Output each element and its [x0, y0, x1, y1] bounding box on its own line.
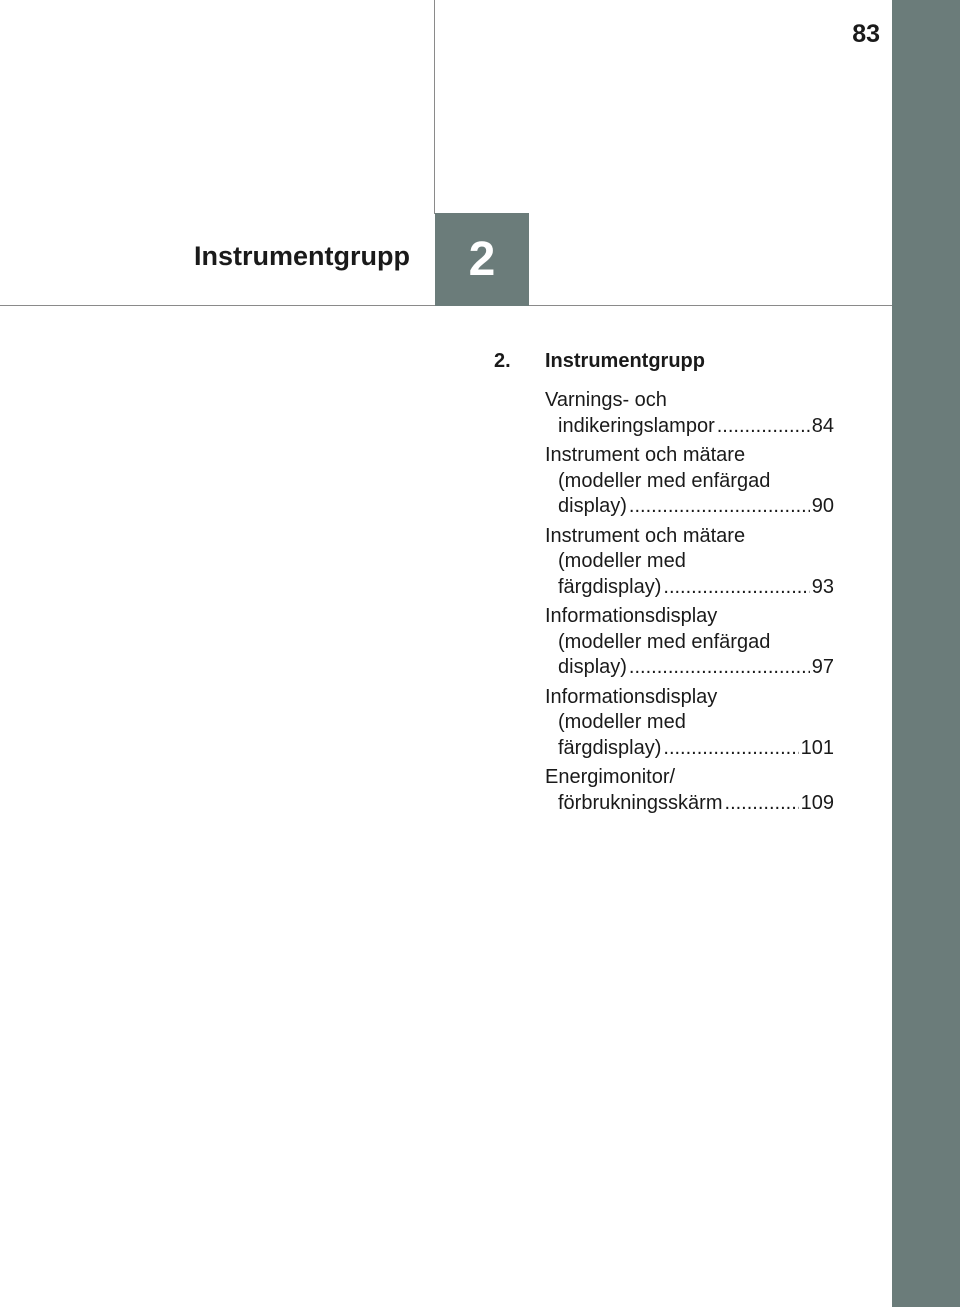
toc-entry-title: Instrument och mätare: [545, 444, 746, 466]
toc-dot-leader: [725, 791, 799, 817]
toc-entry-title: Instrument och mätare: [545, 524, 746, 547]
page-number: 83: [852, 20, 880, 48]
toc-entry[interactable]: [545, 524, 834, 601]
toc-entry-last-line: [545, 655, 834, 681]
toc-entry-last-line: [545, 736, 834, 762]
toc-entry-text: förbrukningsskärm: [558, 791, 723, 814]
toc-entry-last-line: [545, 414, 834, 440]
toc-entry[interactable]: [545, 765, 834, 816]
toc-page-number[interactable]: 90: [811, 495, 834, 517]
toc-section-heading: [494, 350, 834, 378]
toc-entry-text: färgdisplay): [558, 575, 662, 598]
toc-entry-title: Informationsdisplay: [545, 685, 718, 708]
toc-entry[interactable]: [545, 443, 834, 520]
toc-entry-text: färgdisplay): [558, 736, 662, 759]
chapter-number: 2: [468, 233, 496, 286]
toc-dot-leader: [629, 655, 810, 681]
toc-dot-leader: [717, 414, 810, 440]
chapter-side-tab: [892, 0, 960, 1307]
toc-entry-text: display): [558, 495, 627, 517]
toc-list: [545, 388, 834, 816]
chapter-title: Instrumentgrupp: [194, 241, 410, 271]
toc-entry-title: Informationsdisplay: [545, 605, 718, 627]
table-of-contents: [494, 350, 834, 820]
toc-entry[interactable]: [545, 604, 834, 681]
toc-entry-last-line: [545, 575, 834, 601]
toc-section-number: 2.: [494, 350, 511, 372]
toc-dot-leader: [663, 736, 798, 762]
toc-entry[interactable]: [545, 388, 834, 439]
toc-entry-text: display): [558, 656, 627, 678]
toc-entry-text: indikeringslampor: [558, 414, 715, 437]
toc-entry[interactable]: [545, 685, 834, 762]
toc-entry-subtitle: (modeller med enfärgad: [558, 469, 771, 492]
toc-dot-leader: [663, 575, 809, 601]
toc-page-number[interactable]: 84: [811, 414, 834, 437]
toc-page-number[interactable]: 97: [811, 656, 834, 678]
toc-page-number[interactable]: 109: [800, 791, 834, 814]
toc-entry-subtitle: (modeller med: [558, 711, 686, 733]
toc-entry-subtitle: (modeller med enfärgad: [558, 630, 771, 653]
vertical-divider: [434, 0, 435, 214]
toc-page-number[interactable]: 93: [811, 575, 834, 598]
toc-section-title: Instrumentgrupp: [545, 350, 705, 372]
toc-entry-title: Varnings- och: [545, 389, 667, 411]
toc-entry-title: Energimonitor/: [545, 766, 676, 788]
toc-entry-last-line: [545, 494, 834, 520]
toc-entry-last-line: [545, 791, 834, 817]
toc-entry-subtitle: (modeller med: [558, 550, 686, 572]
toc-dot-leader: [629, 494, 810, 520]
chapter-number-box: [435, 213, 529, 306]
toc-page-number[interactable]: 101: [800, 736, 834, 759]
